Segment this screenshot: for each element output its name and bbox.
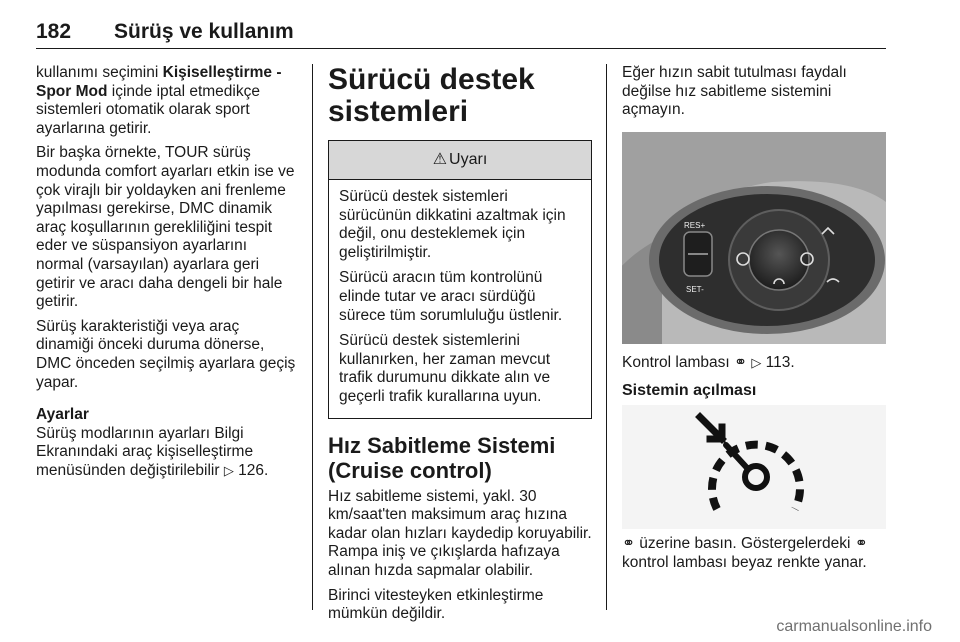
page-ref-arrow-icon: ▷ bbox=[751, 354, 762, 370]
warning-paragraph: Sürücü destek sistemlerini kullanırken, her zaman mevcut trafik durumunu dikkate alın ve geçerli trafik kurallarına uyun. bbox=[339, 332, 551, 405]
cruise-control-heading: Hız Sabitleme Sistemi (Cruise control) bbox=[328, 432, 556, 483]
column-divider-2 bbox=[606, 64, 607, 610]
warning-paragraph: Sürücü aracın tüm kontrolünü elinde tutar ve aracı sürdüğü sürece tüm sorumluluğu üstlenir. bbox=[339, 269, 563, 324]
warning-body bbox=[329, 180, 591, 418]
warning-header bbox=[329, 141, 591, 180]
paragraph: ⚭ üzerine basın. Göstergelerdeki ⚭ kontrol lambası beyaz renkte yanar. bbox=[622, 534, 868, 571]
page-reference[interactable]: 113. bbox=[765, 353, 795, 371]
section-title: Sürüş ve kullanım bbox=[114, 20, 294, 43]
paragraph: Bir başka örnekte, TOUR sürüş modunda comfort ayarları etkin ise ve çok virajlı bir yoldayken ani frenleme yapılması gerekirse, DMC dinamik araç koşullarının gerekliliğini tespit eder ve süspansiyon ayarlarını normal (varsayılan) ayarlara geri getirir ve aracı daha dengeli bir hale getirir. bbox=[36, 144, 295, 311]
cruise-control-icon: ⚭ bbox=[854, 534, 868, 552]
paragraph: Kontrol lambası ⚭ ▷ 113. bbox=[622, 353, 795, 371]
steering-wheel-illustration bbox=[622, 132, 886, 344]
paragraph: Eğer hızın sabit tutulması faydalı değilse hız sabitleme sistemini açmayın. bbox=[622, 64, 847, 119]
speedometer-icon bbox=[622, 405, 886, 529]
page-header bbox=[36, 18, 886, 49]
column-left bbox=[36, 64, 298, 486]
steering-wheel-controls-image bbox=[622, 132, 886, 344]
warning-title: Uyarı bbox=[449, 150, 488, 168]
cruise-control-icon: ⚭ bbox=[734, 353, 747, 371]
page-number: 182 bbox=[36, 20, 72, 43]
section-heading: Sürücü destek sistemleri bbox=[328, 63, 535, 128]
paragraph: kullanımı seçimini Kişiselleştirme - Spor Mod içinde iptal etmedikçe sistemleri otomatik olarak sport ayarlarına getirir. bbox=[36, 64, 282, 137]
paragraph: Sürüş modlarının ayarları Bilgi Ekranındaki araç kişiselleştirme menüsünden değiştirilebilir ▷ 126. bbox=[36, 424, 269, 479]
column-middle bbox=[328, 64, 592, 630]
set-minus-label: SET- bbox=[686, 284, 704, 294]
column-right bbox=[622, 64, 890, 578]
column-divider-1 bbox=[312, 64, 313, 610]
speedometer-icon-image bbox=[622, 405, 886, 529]
watermark: carmanualsonline.info bbox=[776, 618, 932, 635]
paragraph: Sürüş karakteristiği veya araç dinamiği önceki duruma dönerse, DMC önceden seçilmiş ayarlara geçiş yapar. bbox=[36, 317, 296, 391]
activation-heading: Sistemin açılması bbox=[622, 382, 757, 400]
paragraph: Birinci vitesteyken etkinleştirme mümkün değildir. bbox=[328, 586, 544, 623]
cruise-control-icon: ⚭ bbox=[622, 534, 635, 552]
settings-heading: Ayarlar bbox=[36, 406, 89, 424]
mode-name: Kişiselleştirme - Spor Mod bbox=[36, 64, 282, 100]
warning-paragraph: Sürücü destek sistemleri sürücünün dikkatini azaltmak için değil, onu desteklemek için geliştirilmiştir. bbox=[339, 188, 566, 261]
page-ref-arrow-icon: ▷ bbox=[223, 462, 234, 478]
page-reference[interactable]: 126. bbox=[238, 461, 269, 479]
warning-box bbox=[328, 140, 592, 419]
warning-triangle-icon: ⚠ bbox=[432, 150, 448, 168]
res-plus-label: RES+ bbox=[684, 220, 706, 230]
paragraph: Hız sabitleme sistemi, yakl. 30 km/saat'ten maksimum araç hızına kadar olan hızları kaydedip koruyabilir. Rampa iniş ve çıkışlarda hafızaya alınan hızda sapmalar olabilir. bbox=[328, 487, 592, 579]
